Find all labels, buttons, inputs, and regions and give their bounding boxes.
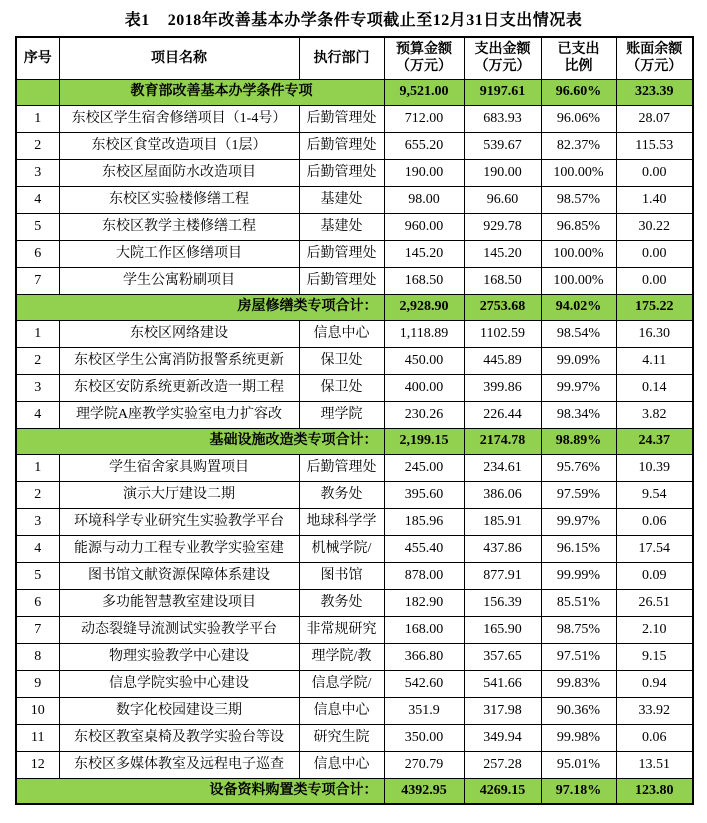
cell-dept: 后勤管理处 bbox=[299, 159, 384, 186]
cell-ratio: 97.59% bbox=[541, 481, 616, 508]
cell-spent: 1102.59 bbox=[464, 320, 541, 347]
cell-project-name: 东校区屋面防水改造项目 bbox=[59, 159, 299, 186]
table-row bbox=[16, 697, 693, 724]
cell-dept: 后勤管理处 bbox=[299, 132, 384, 159]
cell-spent: 349.94 bbox=[464, 724, 541, 751]
cell-spent: 4269.15 bbox=[464, 778, 541, 804]
cell-ratio: 90.36% bbox=[541, 697, 616, 724]
cell-spent: 9197.61 bbox=[464, 79, 541, 105]
cell-ratio: 97.18% bbox=[541, 778, 616, 804]
cell-project-name: 东校区学生宿舍修缮项目（1-4号） bbox=[59, 105, 299, 132]
cell-budget: 4392.95 bbox=[384, 778, 464, 804]
cell-project-name: 信息学院实验中心建设 bbox=[59, 670, 299, 697]
header-row bbox=[16, 37, 693, 79]
cell-balance: 175.22 bbox=[616, 294, 693, 320]
cell-budget: 395.60 bbox=[384, 481, 464, 508]
cell-spent: 437.86 bbox=[464, 535, 541, 562]
cell-balance: 28.07 bbox=[616, 105, 693, 132]
cell-budget: 98.00 bbox=[384, 186, 464, 213]
cell-budget: 182.90 bbox=[384, 589, 464, 616]
cell-dept: 保卫处 bbox=[299, 374, 384, 401]
cell-balance: 17.54 bbox=[616, 535, 693, 562]
cell-budget: 878.00 bbox=[384, 562, 464, 589]
table-row bbox=[16, 132, 693, 159]
cell-balance: 0.00 bbox=[616, 267, 693, 294]
cell-dept: 后勤管理处 bbox=[299, 454, 384, 481]
cell-dept: 信息中心 bbox=[299, 751, 384, 778]
table-row bbox=[16, 454, 693, 481]
cell-budget: 230.26 bbox=[384, 401, 464, 428]
col-header-ratio-line1: 已支出 bbox=[557, 41, 600, 57]
cell-dept: 保卫处 bbox=[299, 347, 384, 374]
cell-balance: 3.82 bbox=[616, 401, 693, 428]
cell-ratio: 98.75% bbox=[541, 616, 616, 643]
cell-project-name: 东校区食堂改造项目（1层） bbox=[59, 132, 299, 159]
cell-ratio: 96.60% bbox=[541, 79, 616, 105]
cell-budget: 168.50 bbox=[384, 267, 464, 294]
expenditure-table bbox=[15, 36, 694, 805]
cell-balance: 0.94 bbox=[616, 670, 693, 697]
cell-spent: 165.90 bbox=[464, 616, 541, 643]
cell-num: 11 bbox=[16, 724, 59, 751]
table-row bbox=[16, 159, 693, 186]
cell-project-name: 环境科学专业研究生实验教学平台 bbox=[59, 508, 299, 535]
cell-project-name: 东校区网络建设 bbox=[59, 320, 299, 347]
cell-budget: 1,118.89 bbox=[384, 320, 464, 347]
col-header-budget-line2: （万元） bbox=[396, 59, 452, 75]
cell-budget: 2,199.15 bbox=[384, 428, 464, 454]
cell-project-name: 大院工作区修缮项目 bbox=[59, 240, 299, 267]
cell-ratio: 99.83% bbox=[541, 670, 616, 697]
table-row bbox=[16, 374, 693, 401]
cell-budget: 712.00 bbox=[384, 105, 464, 132]
cell-ratio: 98.54% bbox=[541, 320, 616, 347]
cell-budget: 190.00 bbox=[384, 159, 464, 186]
cell-spent: 234.61 bbox=[464, 454, 541, 481]
cell-ratio: 98.89% bbox=[541, 428, 616, 454]
cell-spent: 2174.78 bbox=[464, 428, 541, 454]
col-header-spent bbox=[464, 37, 541, 79]
cell-dept: 非常规研究 bbox=[299, 616, 384, 643]
cell-num: 10 bbox=[16, 697, 59, 724]
table-row bbox=[16, 240, 693, 267]
cell-spent: 445.89 bbox=[464, 347, 541, 374]
cell-project-name: 东校区实验楼修缮工程 bbox=[59, 186, 299, 213]
cell-dept: 机械学院/ bbox=[299, 535, 384, 562]
table-row bbox=[16, 535, 693, 562]
cell-spent: 541.66 bbox=[464, 670, 541, 697]
cell-project-name: 东校区学生公寓消防报警系统更新 bbox=[59, 347, 299, 374]
col-header-ratio-line2: 比例 bbox=[564, 59, 593, 75]
cell-project-name: 东校区多媒体教室及远程电子巡查 bbox=[59, 751, 299, 778]
cell-balance: 10.39 bbox=[616, 454, 693, 481]
cell-num: 4 bbox=[16, 535, 59, 562]
cell-project-name: 动态裂缝导流测试实验教学平台 bbox=[59, 616, 299, 643]
cell-ratio: 99.09% bbox=[541, 347, 616, 374]
cell-ratio: 100.00% bbox=[541, 159, 616, 186]
cell-spent: 539.67 bbox=[464, 132, 541, 159]
cell-budget: 400.00 bbox=[384, 374, 464, 401]
cell-budget: 185.96 bbox=[384, 508, 464, 535]
cell-budget: 350.00 bbox=[384, 724, 464, 751]
table-row bbox=[16, 670, 693, 697]
cell-budget: 351.9 bbox=[384, 697, 464, 724]
cell-num: 7 bbox=[16, 267, 59, 294]
cell-num: 3 bbox=[16, 159, 59, 186]
cell-project-name: 多功能智慧教室建设项目 bbox=[59, 589, 299, 616]
cell-num: 3 bbox=[16, 374, 59, 401]
cell-project-name: 数字化校园建设三期 bbox=[59, 697, 299, 724]
col-header-balance-line1: 账面余额 bbox=[626, 41, 683, 57]
cell-budget: 245.00 bbox=[384, 454, 464, 481]
cell-balance: 24.37 bbox=[616, 428, 693, 454]
cell-num: 12 bbox=[16, 751, 59, 778]
cell-num: 5 bbox=[16, 213, 59, 240]
cell-spent: 399.86 bbox=[464, 374, 541, 401]
cell-num: 5 bbox=[16, 562, 59, 589]
cell-num bbox=[16, 79, 59, 105]
cell-spent: 168.50 bbox=[464, 267, 541, 294]
cell-budget: 542.60 bbox=[384, 670, 464, 697]
cell-dept: 基建处 bbox=[299, 186, 384, 213]
cell-budget: 366.80 bbox=[384, 643, 464, 670]
cell-spent: 929.78 bbox=[464, 213, 541, 240]
cell-ratio: 99.99% bbox=[541, 562, 616, 589]
cell-balance: 26.51 bbox=[616, 589, 693, 616]
table-row bbox=[16, 320, 693, 347]
cell-num: 2 bbox=[16, 347, 59, 374]
cell-spent: 2753.68 bbox=[464, 294, 541, 320]
cell-project-name: 物理实验教学中心建设 bbox=[59, 643, 299, 670]
cell-ratio: 100.00% bbox=[541, 267, 616, 294]
col-header-budget bbox=[384, 37, 464, 79]
cell-ratio: 95.76% bbox=[541, 454, 616, 481]
table-row bbox=[16, 724, 693, 751]
table-row bbox=[16, 213, 693, 240]
cell-balance: 2.10 bbox=[616, 616, 693, 643]
cell-project-name: 理学院A座教学实验室电力扩容改 bbox=[59, 401, 299, 428]
cell-budget: 145.20 bbox=[384, 240, 464, 267]
cell-balance: 0.09 bbox=[616, 562, 693, 589]
cell-project-name: 东校区安防系统更新改造一期工程 bbox=[59, 374, 299, 401]
table-row bbox=[16, 267, 693, 294]
cell-dept: 研究生院 bbox=[299, 724, 384, 751]
col-header-dept-label: 执行部门 bbox=[313, 50, 370, 66]
cell-ratio: 85.51% bbox=[541, 589, 616, 616]
cell-num: 2 bbox=[16, 132, 59, 159]
cell-num: 8 bbox=[16, 643, 59, 670]
cell-dept: 后勤管理处 bbox=[299, 267, 384, 294]
col-header-balance-line2: （万元） bbox=[626, 59, 683, 75]
cell-dept: 地球科学学 bbox=[299, 508, 384, 535]
col-header-num-label: 序号 bbox=[23, 50, 52, 66]
cell-spent: 877.91 bbox=[464, 562, 541, 589]
cell-balance: 0.06 bbox=[616, 724, 693, 751]
page-title: 表1 2018年改善基本办学条件专项截止至12月31日支出情况表 bbox=[124, 12, 583, 29]
cell-num: 2 bbox=[16, 481, 59, 508]
table-body bbox=[16, 79, 693, 804]
cell-num: 9 bbox=[16, 670, 59, 697]
cell-ratio: 94.02% bbox=[541, 294, 616, 320]
col-header-ratio bbox=[541, 37, 616, 79]
cell-ratio: 96.85% bbox=[541, 213, 616, 240]
table-row bbox=[16, 508, 693, 535]
cell-num: 3 bbox=[16, 508, 59, 535]
cell-ratio: 99.97% bbox=[541, 374, 616, 401]
table-row bbox=[16, 751, 693, 778]
cell-balance: 9.54 bbox=[616, 481, 693, 508]
cell-dept: 教务处 bbox=[299, 589, 384, 616]
table-row bbox=[16, 186, 693, 213]
col-header-budget-line1: 预算金额 bbox=[396, 41, 452, 57]
cell-budget: 450.00 bbox=[384, 347, 464, 374]
col-header-spent-line2: （万元） bbox=[474, 59, 531, 75]
cell-budget: 2,928.90 bbox=[384, 294, 464, 320]
cell-spent: 357.65 bbox=[464, 643, 541, 670]
cell-project-name: 东校区教室桌椅及教学实验台等设 bbox=[59, 724, 299, 751]
cell-dept: 理学院 bbox=[299, 401, 384, 428]
cell-dept: 图书馆 bbox=[299, 562, 384, 589]
section-total-label: 设备资料购置类专项合计： bbox=[16, 778, 384, 804]
table-row bbox=[16, 105, 693, 132]
cell-budget: 168.00 bbox=[384, 616, 464, 643]
table-row bbox=[16, 616, 693, 643]
cell-spent: 257.28 bbox=[464, 751, 541, 778]
cell-dept: 后勤管理处 bbox=[299, 105, 384, 132]
col-header-dept bbox=[299, 37, 384, 79]
cell-ratio: 98.57% bbox=[541, 186, 616, 213]
cell-budget: 655.20 bbox=[384, 132, 464, 159]
cell-dept: 教务处 bbox=[299, 481, 384, 508]
cell-balance: 0.00 bbox=[616, 240, 693, 267]
cell-balance: 115.53 bbox=[616, 132, 693, 159]
cell-balance: 123.80 bbox=[616, 778, 693, 804]
cell-spent: 156.39 bbox=[464, 589, 541, 616]
cell-dept: 基建处 bbox=[299, 213, 384, 240]
cell-spent: 226.44 bbox=[464, 401, 541, 428]
cell-balance: 1.40 bbox=[616, 186, 693, 213]
cell-ratio: 99.98% bbox=[541, 724, 616, 751]
table-row bbox=[16, 401, 693, 428]
cell-project-name: 演示大厅建设二期 bbox=[59, 481, 299, 508]
table-row bbox=[16, 643, 693, 670]
cell-spent: 386.06 bbox=[464, 481, 541, 508]
section-total-row bbox=[16, 778, 693, 804]
cell-budget: 270.79 bbox=[384, 751, 464, 778]
cell-num: 4 bbox=[16, 186, 59, 213]
cell-project-name: 图书馆文献资源保障体系建设 bbox=[59, 562, 299, 589]
cell-spent: 317.98 bbox=[464, 697, 541, 724]
cell-spent: 96.60 bbox=[464, 186, 541, 213]
cell-budget: 9,521.00 bbox=[384, 79, 464, 105]
col-header-project-name bbox=[59, 37, 299, 79]
cell-balance: 30.22 bbox=[616, 213, 693, 240]
cell-ratio: 99.97% bbox=[541, 508, 616, 535]
cell-num: 1 bbox=[16, 454, 59, 481]
cell-balance: 13.51 bbox=[616, 751, 693, 778]
cell-project-name: 学生宿舍家具购置项目 bbox=[59, 454, 299, 481]
cell-ratio: 95.01% bbox=[541, 751, 616, 778]
cell-ratio: 96.15% bbox=[541, 535, 616, 562]
cell-num: 6 bbox=[16, 589, 59, 616]
section-total-row bbox=[16, 294, 693, 320]
cell-spent: 185.91 bbox=[464, 508, 541, 535]
cell-budget: 960.00 bbox=[384, 213, 464, 240]
cell-balance: 16.30 bbox=[616, 320, 693, 347]
table-row bbox=[16, 589, 693, 616]
cell-num: 4 bbox=[16, 401, 59, 428]
cell-balance: 0.06 bbox=[616, 508, 693, 535]
section-header-row bbox=[16, 79, 693, 105]
cell-balance: 33.92 bbox=[616, 697, 693, 724]
cell-ratio: 82.37% bbox=[541, 132, 616, 159]
table-row bbox=[16, 562, 693, 589]
col-header-project-name-label: 项目名称 bbox=[151, 50, 207, 66]
section-total-row bbox=[16, 428, 693, 454]
cell-spent: 683.93 bbox=[464, 105, 541, 132]
cell-project-name: 能源与动力工程专业教学实验室建 bbox=[59, 535, 299, 562]
section-total-label: 基础设施改造类专项合计： bbox=[16, 428, 384, 454]
cell-spent: 145.20 bbox=[464, 240, 541, 267]
cell-dept: 理学院/教 bbox=[299, 643, 384, 670]
cell-balance: 0.14 bbox=[616, 374, 693, 401]
cell-balance: 4.11 bbox=[616, 347, 693, 374]
cell-dept: 信息中心 bbox=[299, 320, 384, 347]
col-header-spent-line1: 支出金额 bbox=[474, 41, 531, 57]
cell-spent: 190.00 bbox=[464, 159, 541, 186]
cell-num: 1 bbox=[16, 105, 59, 132]
col-header-num bbox=[16, 37, 59, 79]
cell-balance: 323.39 bbox=[616, 79, 693, 105]
cell-project-name: 学生公寓粉刷项目 bbox=[59, 267, 299, 294]
cell-project-name: 东校区教学主楼修缮工程 bbox=[59, 213, 299, 240]
cell-balance: 9.15 bbox=[616, 643, 693, 670]
section-total-label: 房屋修缮类专项合计： bbox=[16, 294, 384, 320]
cell-dept: 信息中心 bbox=[299, 697, 384, 724]
cell-num: 6 bbox=[16, 240, 59, 267]
cell-ratio: 98.34% bbox=[541, 401, 616, 428]
col-header-balance bbox=[616, 37, 693, 79]
cell-dept: 后勤管理处 bbox=[299, 240, 384, 267]
cell-num: 7 bbox=[16, 616, 59, 643]
cell-dept: 信息学院/ bbox=[299, 670, 384, 697]
table-row bbox=[16, 347, 693, 374]
cell-budget: 455.40 bbox=[384, 535, 464, 562]
section-header-label: 教育部改善基本办学条件专项 bbox=[59, 79, 384, 105]
cell-ratio: 97.51% bbox=[541, 643, 616, 670]
cell-num: 1 bbox=[16, 320, 59, 347]
table-header bbox=[16, 37, 693, 79]
cell-balance: 0.00 bbox=[616, 159, 693, 186]
table-row bbox=[16, 481, 693, 508]
cell-ratio: 96.06% bbox=[541, 105, 616, 132]
cell-ratio: 100.00% bbox=[541, 240, 616, 267]
